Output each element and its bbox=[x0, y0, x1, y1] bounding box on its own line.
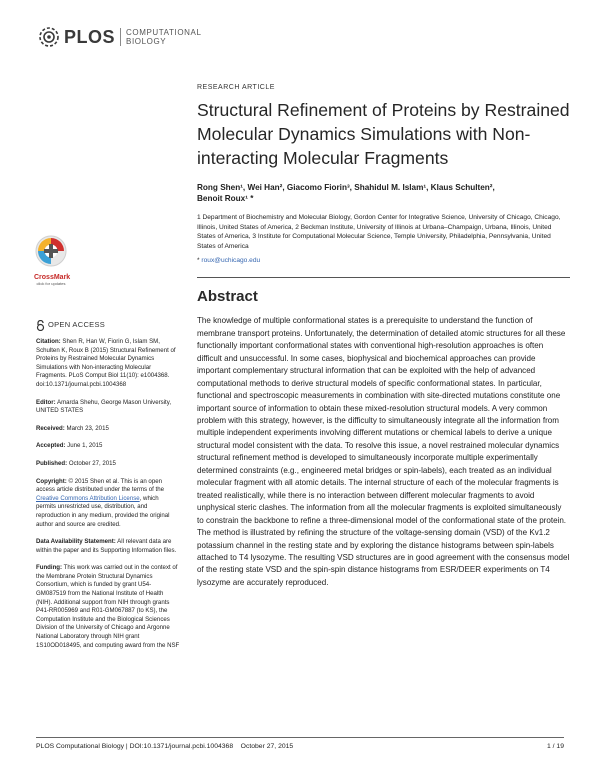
funding: Funding: This work was carried out in the context of the Membrane Protein Structural Dynamics Consortium, which is funded by grant U54-GM087519 from the National Institute of Health (NIH). Additional support from NIH through grants P41-RR005969 and R01-GM067887 (to KS), the Computation Institute and the Biological Sciences Division of the University of Chicago and Argonne National Laboratory through NIH grant 1S10OD018495, and computing award from the NSF bbox=[36, 564, 180, 649]
received-date: Received: March 23, 2015 bbox=[36, 424, 109, 432]
plos-mark-icon bbox=[36, 24, 62, 50]
plos-logo[interactable] bbox=[36, 24, 202, 50]
article-main bbox=[197, 84, 570, 589]
author-list: Rong Shen¹, Wei Han², Giacomo Fiorin³, Shahidul M. Islam¹, Klaus Schulten², Benoit Roux¹ * bbox=[197, 183, 495, 203]
page-number: 1 / 19 bbox=[546, 743, 564, 750]
crossmark-badge[interactable] bbox=[34, 234, 71, 286]
article-type: RESEARCH ARTICLE bbox=[197, 84, 275, 91]
citation: Citation: Shen R, Han W, Fiorin G, Islam SM, Schulten K, Roux B (2015) Structural Refinement of Proteins by Restrained Molecular Dynamics Simulations with Non-interacting Molecular Fragments. PLoS Comput Biol 11(10): e1004368. doi:10.1371/journal.pcbi.1004368 bbox=[36, 338, 176, 388]
abstract-text: The knowledge of multiple conformational states is a prerequisite to understand the function of membrane transport proteins. Unfortunately, the determination of detailed atomic structures for all these functionally important conformational states with conventional high-resolution approaches is often difficult and unsuccessful. In some cases, biophysical and biochemical approaches can provide important complementary structural information that can be exploited with the help of advanced computational methods to derive structural models of specific conformational states. In particular, functional and spectroscopic measurements in combination with site-directed mutations constitute one important source of information to obtain these mixed-resolution structural models. A very common problem with this strategy, however, is the difficulty to simultaneously integrate all the information from multiple independent experiments involving different mutations or chemical labels to derive a unique structural model consistent with the data. To resolve this issue, a novel restrained molecular dynamics structural refinement method is developed to simultaneously incorporate multiple experimentally determined constraints (e.g., engineered metal bridges or spin-labels), each treated as an individual molecular fragment with all atomic details. The internal structure of each of the molecular fragments is treated realistically, while there is no interaction between different molecular fragments to avoid unphysical steric clashes. The information from all the molecular fragments is exploited simultaneously to constrain the backbone to refine a three-dimensional model of the conformational state of the protein. The method is illustrated by refining the structure of the voltage-sensing domain (VSD) of the Kv1.2 potassium channel in the resting state and by exploring the distance histograms between spin-labels attached to T4 lysozyme. The resulting VSD structures are in good agreement with the consensus model of the resting state VSD and the spin-spin distance histograms from ESR/DEER experiments on T4 lysozyme are accurately reproduced. bbox=[197, 316, 570, 587]
crossmark-sub: click for updates bbox=[36, 281, 66, 286]
article-sidebar bbox=[36, 320, 180, 659]
published-date: Published: October 27, 2015 bbox=[36, 459, 116, 467]
accepted-date: Accepted: June 1, 2015 bbox=[36, 442, 103, 450]
copyright: Copyright: © 2015 Shen et al. This is an open access article distributed under the terms of the Creative Commons Attribution License, which permits unrestricted use, distribution, and reproduction in any medium, provided the original author and source are credited. bbox=[36, 477, 170, 528]
data-availability: Data Availability Statement: All relevant data are within the paper and its Supporting Information files. bbox=[36, 538, 177, 554]
article-title: Structural Refinement of Proteins by Restrained Molecular Dynamics Simulations with Non-interacting Molecular Fragments bbox=[197, 100, 570, 168]
page-footer bbox=[36, 737, 564, 750]
editor: Editor: Amarda Shehu, George Mason University, UNITED STATES bbox=[36, 398, 172, 415]
logo-text: PLOS bbox=[64, 26, 116, 47]
journal-name: COMPUTATIONAL BIOLOGY bbox=[120, 28, 202, 46]
open-lock-icon bbox=[36, 320, 45, 331]
corresponding-email[interactable]: * roux@uchicago.edu bbox=[197, 257, 261, 265]
abstract-heading: Abstract bbox=[197, 288, 258, 306]
affiliations: 1 Department of Biochemistry and Molecular Biology, Gordon Center for Integrative Science, University of Chicago, Chicago, Illinois, United States of America, 2 Beckman Institute, University of Illinois at Urbana–Champaign, Urbana, Illinois, United States of America, 3 Institute for Computational Molecular Science, Temple University, Philadelphia, Pennsylvania, United States of America bbox=[197, 214, 561, 250]
abstract-divider bbox=[197, 277, 570, 278]
footer-citation: PLOS Computational Biology | DOI:10.1371/journal.pcbi.1004368 October 27, 2015 bbox=[36, 743, 294, 750]
crossmark-label: CrossMark bbox=[34, 274, 71, 281]
open-access-badge: OPEN ACCESS bbox=[36, 320, 180, 331]
crossmark-icon bbox=[34, 234, 68, 268]
license-link[interactable]: Creative Commons Attribution License bbox=[36, 494, 140, 502]
